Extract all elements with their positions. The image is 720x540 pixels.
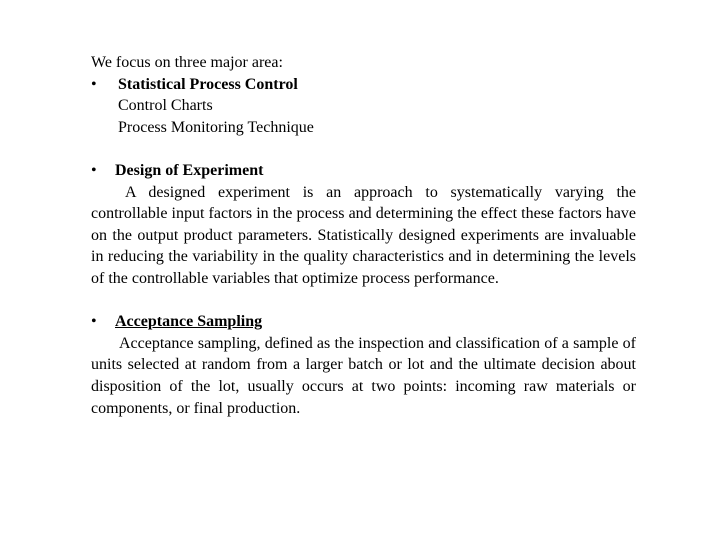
section-heading-spc: Statistical Process Control [118, 75, 298, 93]
paragraph-acceptance-sampling: Acceptance sampling, defined as the inspection and classification of a sample of units selected at random from a larger batch or lot and the ultimate decision about disposition of the lot, usually occurs at two points: incoming raw materials or components, or final production. [91, 334, 636, 417]
list-item-process-monitoring: Process Monitoring Technique [118, 118, 314, 136]
section-heading-acceptance-sampling: Acceptance Sampling [115, 313, 263, 331]
paragraph-doe: A designed experiment is an approach to systematically varying the controllable input factors in the process and determining the effect these factors have on the output product parameters. Statistically designed experiments are invaluable in reducing the variability in the quality characteristics and in determining the levels of the controllable variables that optimize process performance. [91, 183, 636, 287]
document-body [91, 52, 636, 419]
section-acceptance-sampling [91, 311, 636, 419]
section-doe [91, 160, 636, 290]
intro-text: We focus on three major area: [91, 54, 283, 71]
spacer [91, 290, 636, 312]
bullet-marker: • [91, 75, 97, 93]
spacer [91, 138, 636, 160]
list-item-control-charts: Control Charts [118, 97, 213, 115]
section-spc [91, 74, 636, 139]
bullet-marker: • [91, 313, 97, 331]
section-heading-doe: Design of Experiment [115, 161, 264, 179]
bullet-marker: • [91, 161, 97, 179]
